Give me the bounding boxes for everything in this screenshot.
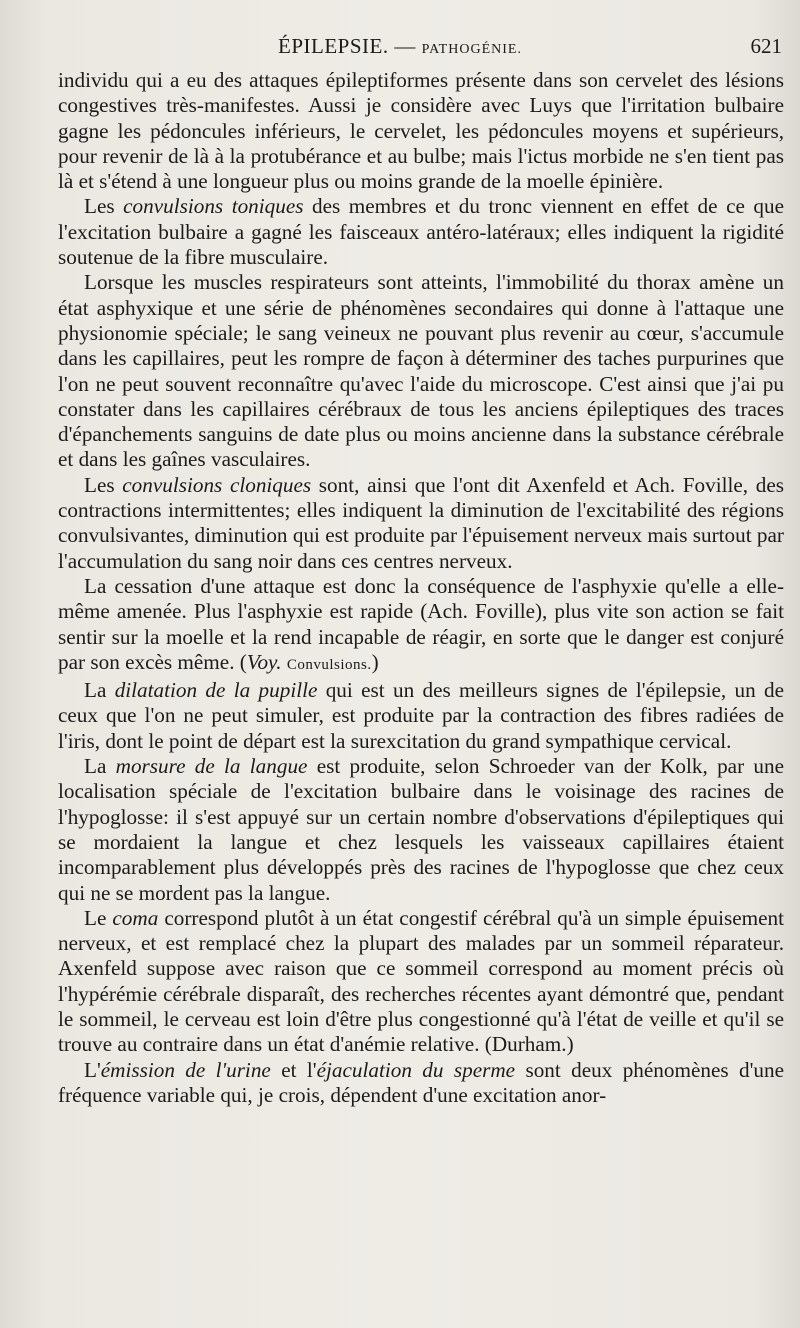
paragraph <box>58 68 784 194</box>
italic-term: convulsions cloniques <box>122 472 312 497</box>
text-run: Le <box>84 905 113 930</box>
paragraph <box>58 1058 784 1109</box>
body-text <box>58 68 784 1108</box>
text-run: qui est un des meilleurs signes de l'épilepsie, un de ceux que l'on ne peut simuler, est produite par la contraction des fibres radiées de l'iris, dont le point de départ est la surexcitation du grand sympathique cervical. <box>58 678 784 753</box>
italic-term: morsure de la langue <box>115 754 308 779</box>
paragraph <box>58 754 784 906</box>
running-title-sub: PATHOGÉNIE. <box>421 42 522 57</box>
text-run: est produite, selon Schroeder van der Kolk, par une localisation spéciale de l'excitation bulbaire dans le voisinage des racines de l'hypoglosse: il s'est appuyé sur un certain nombre d'observations d'épileptiques qui se mordaient la langue et chez lesquels les vaisseaux capillaires étaient incomparablement plus développés près des racines de l'hypoglosse que chez ceux qui ne se mordent pas la langue. <box>58 754 784 905</box>
cross-reference: Convulsions. <box>286 656 372 673</box>
text-run: et l' <box>270 1057 317 1082</box>
page-number: 621 <box>750 34 782 58</box>
text-run: Lorsque les muscles respirateurs sont atteints, l'immobilité du thorax amène un état asphyxique et une série de phénomènes secondaires qui donne à l'attaque une physionomie spéciale; le sang veineux ne pouvant plus revenir au cœur, s'accumule dans les capillaires, peut les rompre de façon à déterminer des taches purpurines que l'on ne peut souvent reconnaître qu'avec l'aide du microscope. C'est ainsi que j'ai pu constater dans les capillaires cérébraux de tous les anciens épileptiques des traces d'épanchements sanguins de date plus ou moins ancienne dans la substance cérébrale et dans les gaînes vasculaires. <box>58 270 784 472</box>
italic-term: Voy. <box>246 649 282 674</box>
running-title <box>0 34 800 59</box>
italic-term: éjaculation du sperme <box>316 1057 516 1082</box>
text-run: La <box>84 678 115 703</box>
italic-term: convulsions toniques <box>123 194 304 219</box>
text-run: Les <box>84 472 123 497</box>
text-run: Les <box>84 194 124 219</box>
text-run: ) <box>371 649 379 674</box>
text-run: correspond plutôt à un état congestif cérébral qu'à un simple épuisement nerveux, et est remplacé chez la plupart des malades par un sommeil réparateur. Axenfeld suppose avec raison que ce sommeil correspond au moment précis où l'hypérémie cérébrale disparaît, des recherches récentes ayant démontré que, pendant le sommeil, le cerveau est loin d'être plus congestionné qu'à l'état de veille et qu'il se trouve au contraire dans un état d'anémie relative. (Durham.) <box>58 905 784 1057</box>
paragraph <box>58 194 784 270</box>
paragraph <box>58 574 784 678</box>
paragraph <box>58 270 784 472</box>
text-run: sont, ainsi que l'ont dit Axenfeld et Ach. Foville, des contractions intermittentes; elles indiquent la diminution de l'excitabilité des régions convulsivantes, diminution qui est produite par l'épuisement nerveux mais surtout par l'accumulation du sang noir dans ces centres nerveux. <box>58 472 785 573</box>
italic-term: dilatation de la pupille <box>114 678 318 703</box>
paragraph <box>58 906 784 1058</box>
running-title-dash: — <box>394 34 416 58</box>
text-run: L' <box>84 1057 101 1082</box>
text-run: des membres et du tronc viennent en effet de ce que l'excitation bulbaire a gagné les faisceaux antéro-latéraux; elles indiquent la rigidité soutenue de la fibre musculaire. <box>58 194 784 270</box>
text-run: individu qui a eu des attaques épileptiformes présente dans son cervelet des lésions congestives très-manifestes. Aussi je considère avec Luys que l'irritation bulbaire gagne les pédoncules inférieurs, le cervelet, les pédoncules moyens et supérieurs, pour revenir de là à la protubérance et au bulbe; mais l'ictus morbide ne s'en tient pas là et s'étend à une longueur plus ou moins grande de la moelle épinière. <box>58 68 784 194</box>
paragraph <box>58 473 784 574</box>
italic-term: émission de l'urine <box>100 1057 271 1082</box>
italic-term: coma <box>112 905 159 930</box>
page-header <box>0 32 800 62</box>
text-run: La <box>84 754 116 779</box>
paragraph <box>58 678 784 754</box>
running-title-main: ÉPILEPSIE. <box>278 34 389 58</box>
text-run: La cessation d'une attaque est donc la conséquence de l'asphyxie qu'elle a elle-même amenée. Plus l'asphyxie est rapide (Ach. Foville), plus vite son action se fait sentir sur la moelle et la rend incapable de réagir, en sorte que le danger est conjuré par son excès même. ( <box>58 573 784 674</box>
text-run: sont deux phénomènes d'une fréquence variable qui, je crois, dépendent d'une excitation anor- <box>58 1057 784 1107</box>
